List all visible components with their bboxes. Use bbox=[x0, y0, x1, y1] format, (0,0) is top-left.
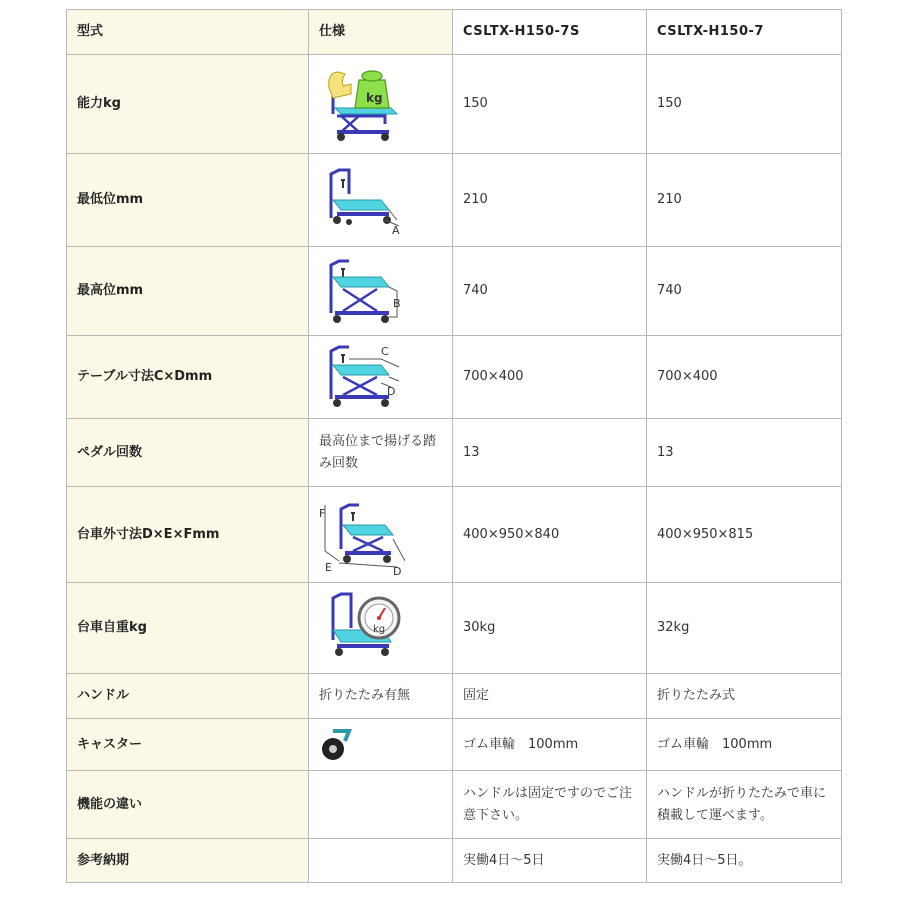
row-lead-time bbox=[67, 839, 842, 883]
value-cell: 400×950×840 bbox=[453, 487, 647, 583]
row-capacity bbox=[67, 55, 842, 154]
svg-text:C: C bbox=[381, 345, 389, 358]
spec-cell bbox=[309, 583, 453, 674]
row-label: テーブル寸法C×Dmm bbox=[67, 336, 309, 419]
row-label: キャスター bbox=[67, 719, 309, 771]
value-cell: 740 bbox=[647, 247, 842, 336]
spec-text bbox=[309, 839, 453, 883]
row-label: 最低位mm bbox=[67, 154, 309, 247]
spec-cell bbox=[309, 719, 453, 771]
value-cell: 700×400 bbox=[453, 336, 647, 419]
spec-cell bbox=[309, 154, 453, 247]
value-cell: 固定 bbox=[453, 674, 647, 719]
spec-table bbox=[66, 9, 842, 883]
row-cart-weight bbox=[67, 583, 842, 674]
spec-cell bbox=[309, 487, 453, 583]
cart-weight-scale-icon bbox=[319, 588, 405, 668]
value-cell: 13 bbox=[453, 419, 647, 487]
row-max-height bbox=[67, 247, 842, 336]
value-cell: 700×400 bbox=[647, 336, 842, 419]
svg-text:E: E bbox=[325, 560, 332, 574]
value-cell: 150 bbox=[647, 55, 842, 154]
svg-text:A: A bbox=[392, 224, 400, 237]
max-height-cart-icon bbox=[319, 251, 405, 331]
value-cell: 13 bbox=[647, 419, 842, 487]
svg-text:D: D bbox=[387, 385, 396, 398]
value-cell: 210 bbox=[647, 154, 842, 247]
value-cell: 30kg bbox=[453, 583, 647, 674]
svg-text:D: D bbox=[393, 564, 402, 575]
spec-cell bbox=[309, 336, 453, 419]
min-height-cart-icon bbox=[319, 160, 405, 240]
row-label: 機能の違い bbox=[67, 771, 309, 839]
caster-wheel-icon bbox=[319, 727, 442, 763]
row-table-size bbox=[67, 336, 842, 419]
header-row bbox=[67, 10, 842, 55]
value-cell: 実働4日～5日。 bbox=[647, 839, 842, 883]
table-size-cart-icon bbox=[319, 337, 405, 417]
row-caster bbox=[67, 719, 842, 771]
value-cell: 折りたたみ式 bbox=[647, 674, 842, 719]
value-cell: ゴム車輪 100mm bbox=[647, 719, 842, 771]
row-label: 台車自重kg bbox=[67, 583, 309, 674]
value-cell: ハンドルが折りたたみで車に積載して運べます。 bbox=[647, 771, 842, 839]
row-label: 台車外寸法D×E×Fmm bbox=[67, 487, 309, 583]
model-name-1: CSLTX-H150-7S bbox=[453, 10, 647, 55]
row-min-height bbox=[67, 154, 842, 247]
svg-text:kg: kg bbox=[366, 91, 383, 105]
row-handle bbox=[67, 674, 842, 719]
value-cell: ゴム車輪 100mm bbox=[453, 719, 647, 771]
cart-dimensions-icon bbox=[319, 495, 405, 575]
row-label: ペダル回数 bbox=[67, 419, 309, 487]
svg-text:F: F bbox=[319, 506, 326, 520]
value-cell: 150 bbox=[453, 55, 647, 154]
row-pedal-count bbox=[67, 419, 842, 487]
model-label: 型式 bbox=[67, 10, 309, 55]
row-cart-dimensions bbox=[67, 487, 842, 583]
row-label: 参考納期 bbox=[67, 839, 309, 883]
row-function-difference bbox=[67, 771, 842, 839]
spec-text: 折りたたみ有無 bbox=[309, 674, 453, 719]
spec-label: 仕様 bbox=[309, 10, 453, 55]
value-cell: 740 bbox=[453, 247, 647, 336]
value-cell: 210 bbox=[453, 154, 647, 247]
spec-text: 最高位まで揚げる踏み回数 bbox=[309, 419, 453, 487]
value-cell: 400×950×815 bbox=[647, 487, 842, 583]
spec-text bbox=[309, 771, 453, 839]
row-label: 最高位mm bbox=[67, 247, 309, 336]
value-cell: 32kg bbox=[647, 583, 842, 674]
capacity-kg-icon bbox=[319, 64, 405, 144]
row-label: 能力kg bbox=[67, 55, 309, 154]
svg-text:kg: kg bbox=[373, 624, 386, 635]
value-cell: 実働4日～5日 bbox=[453, 839, 647, 883]
svg-text:B: B bbox=[393, 297, 401, 310]
spec-cell bbox=[309, 247, 453, 336]
spec-cell bbox=[309, 55, 453, 154]
model-name-2: CSLTX-H150-7 bbox=[647, 10, 842, 55]
value-cell: ハンドルは固定ですのでご注意下さい。 bbox=[453, 771, 647, 839]
row-label: ハンドル bbox=[67, 674, 309, 719]
